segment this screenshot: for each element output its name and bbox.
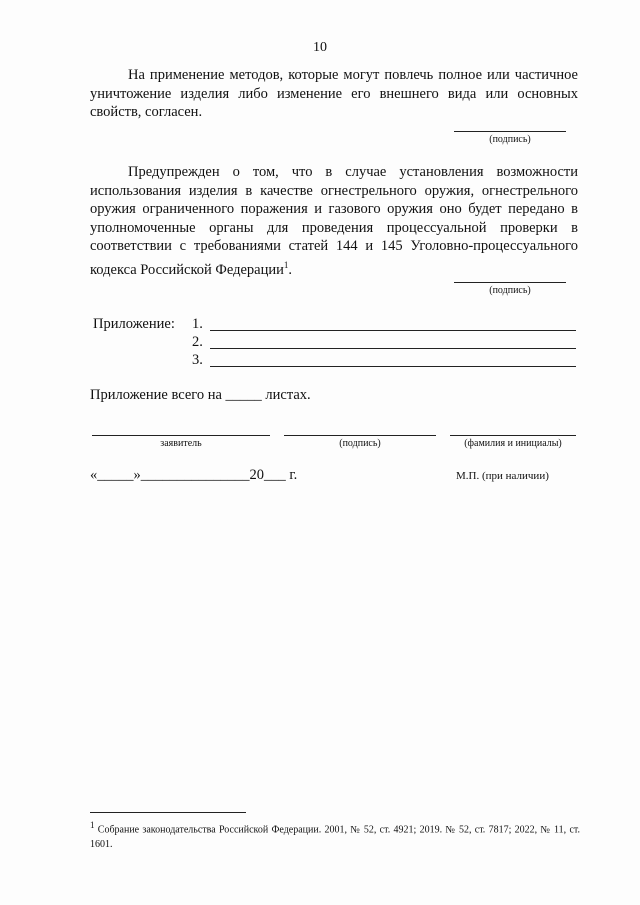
attachment-item-3-line[interactable] (210, 366, 576, 367)
footnote-reference: 1 (283, 259, 289, 270)
date-month-blank[interactable]: _______________ (140, 467, 250, 483)
stamp-note: М.П. (при наличии) (456, 470, 549, 482)
date-day-blank[interactable]: _____ (97, 467, 134, 483)
attachment-total-prefix: Приложение всего на (90, 387, 222, 403)
signature-caption-1: (подпись) (489, 134, 531, 145)
attachments-label: Приложение: (93, 316, 175, 332)
attachment-total (90, 387, 311, 404)
signer-name-line[interactable] (450, 435, 576, 436)
page-number: 10 (313, 40, 327, 55)
applicant-line[interactable] (92, 435, 270, 436)
consent-paragraph (90, 66, 578, 122)
attachment-item-1-line[interactable] (210, 330, 576, 331)
date-year-suffix: г. (289, 467, 298, 483)
signature-line-2 (454, 282, 566, 283)
signature-caption-2: (подпись) (489, 285, 531, 296)
footnote-text: Собрание законодательства Российской Федерации. 2001, № 52, ст. 4921; 2019. № 52, ст. 7817; 2022, № 11, ст. 1601. (90, 824, 580, 851)
signature-line-1 (454, 131, 566, 132)
date-close-quote: » (133, 467, 141, 483)
warning-paragraph-end: . (288, 261, 292, 278)
date-year-blank[interactable]: ___ (264, 467, 286, 483)
signer-signature-line[interactable] (284, 435, 436, 436)
warning-paragraph-text: Предупрежден о том, что в случае установления возможности использования изделия в качестве огнестрельного оружия, огнестрельного оружия ограниченного поражения и газового оружия оно будет передано в уполномоченные органы для проведения процессуальной проверки в соответствии с требованиями статей 144 и 145 Уголовно-процессуального кодекса Российской Федерации (90, 164, 578, 278)
attachment-total-blank[interactable]: _____ (225, 387, 262, 403)
attachment-item-2-number: 2. (192, 334, 203, 350)
date-field (90, 467, 297, 484)
signer-signature-caption: (подпись) (339, 438, 381, 449)
date-year-prefix: 20 (249, 467, 264, 483)
footnote-mark: 1 (90, 820, 95, 830)
signer-name-caption: (фамилия и инициалы) (464, 438, 562, 449)
attachment-item-1-number: 1. (192, 316, 203, 332)
footnote (90, 818, 580, 852)
consent-paragraph-text: На применение методов, которые могут повлечь полное или частичное уничтожение изделия либо изменение его внешнего вида или основных свойств, согласен. (90, 67, 578, 120)
date-open-quote: « (90, 467, 98, 483)
attachment-item-3-number: 3. (192, 352, 203, 368)
applicant-caption: заявитель (160, 438, 202, 449)
footnote-separator (90, 812, 246, 813)
attachment-item-2-line[interactable] (210, 348, 576, 349)
attachment-total-suffix: листах. (265, 387, 311, 403)
warning-paragraph (90, 163, 578, 279)
